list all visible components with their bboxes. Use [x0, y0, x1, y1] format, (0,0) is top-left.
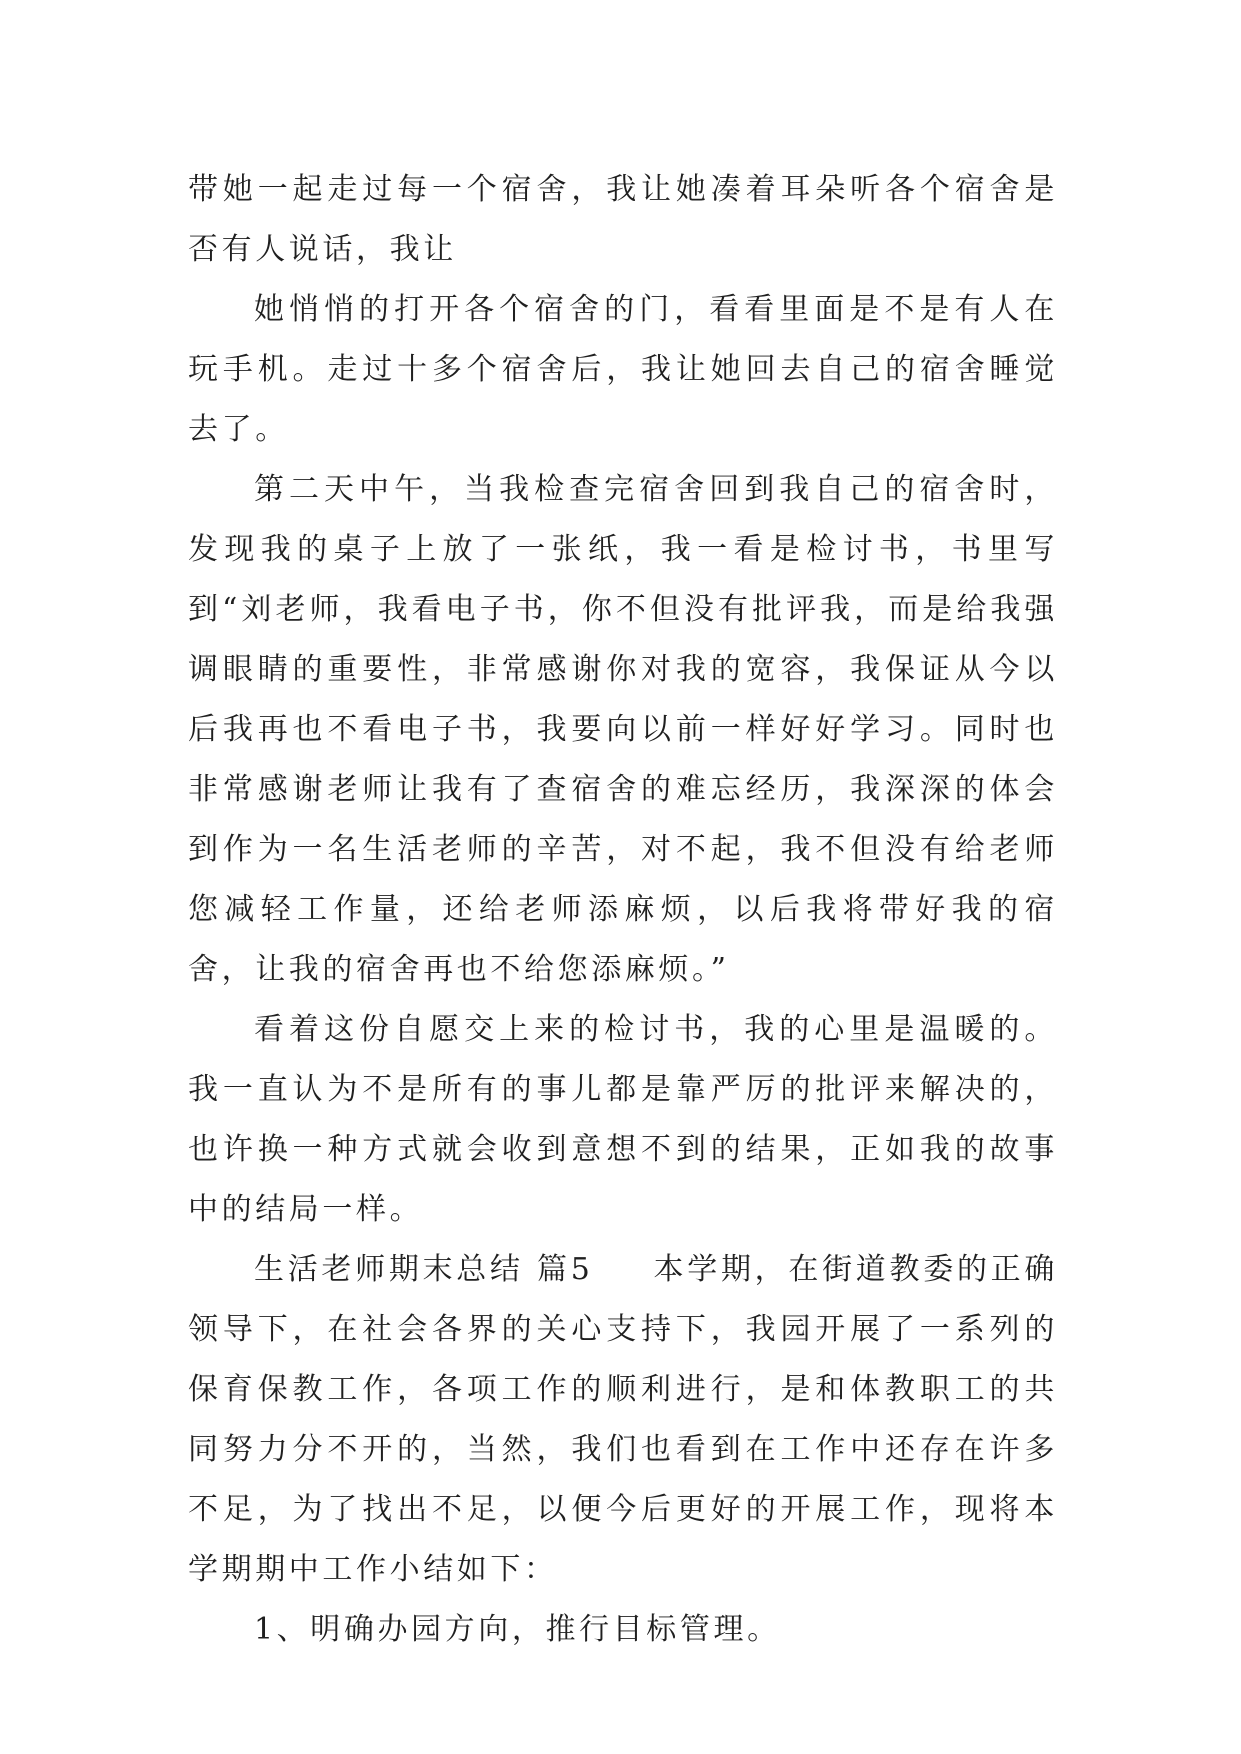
paragraph-2: 她悄悄的打开各个宿舍的门，看看里面是不是有人在玩手机。走过十多个宿舍后，我让她回去自己的宿舍睡觉去了。 [188, 292, 1058, 447]
section-intro-text: 本学期，在街道教委的正确领导下，在社会各界的关心支持下，我园开展了一系列的保育保教工作，各项工作的顺利进行，是和体教职工的共同努力分不开的，当然，我们也看到在工作中还存在许多不足，为了找出不足，以便今后更好的开展工作，现将本学期期中工作小结如下： [188, 1252, 1058, 1587]
section-heading: 生活老师期末总结 篇5 [254, 1252, 594, 1287]
paragraph-4: 看着这份自愿交上来的检讨书，我的心里是温暖的。我一直认为不是所有的事儿都是靠严厉的批评来解决的，也许换一种方式就会收到意想不到的结果，正如我的故事中的结局一样。 [188, 1012, 1058, 1227]
paragraph-1: 带她一起走过每一个宿舍，我让她凑着耳朵听各个宿舍是否有人说话，我让 [188, 172, 1058, 267]
paragraph-6: 1、明确办园方向，推行目标管理。 [254, 1612, 781, 1647]
document-body [188, 160, 1058, 1660]
paragraph-5 [188, 1240, 1058, 1600]
paragraph-3: 第二天中午，当我检查完宿舍回到我自己的宿舍时，发现我的桌子上放了一张纸，我一看是检讨书，书里写到“刘老师，我看电子书，你不但没有批评我，而是给我强调眼睛的重要性，非常感谢你对我的宽容，我保证从今以后我再也不看电子书，我要向以前一样好好学习。同时也非常感谢老师让我有了查宿舍的难忘经历，我深深的体会到作为一名生活老师的辛苦，对不起，我不但没有给老师您减轻工作量，还给老师添麻烦，以后我将带好我的宿舍，让我的宿舍再也不给您添麻烦。” [188, 472, 1058, 987]
